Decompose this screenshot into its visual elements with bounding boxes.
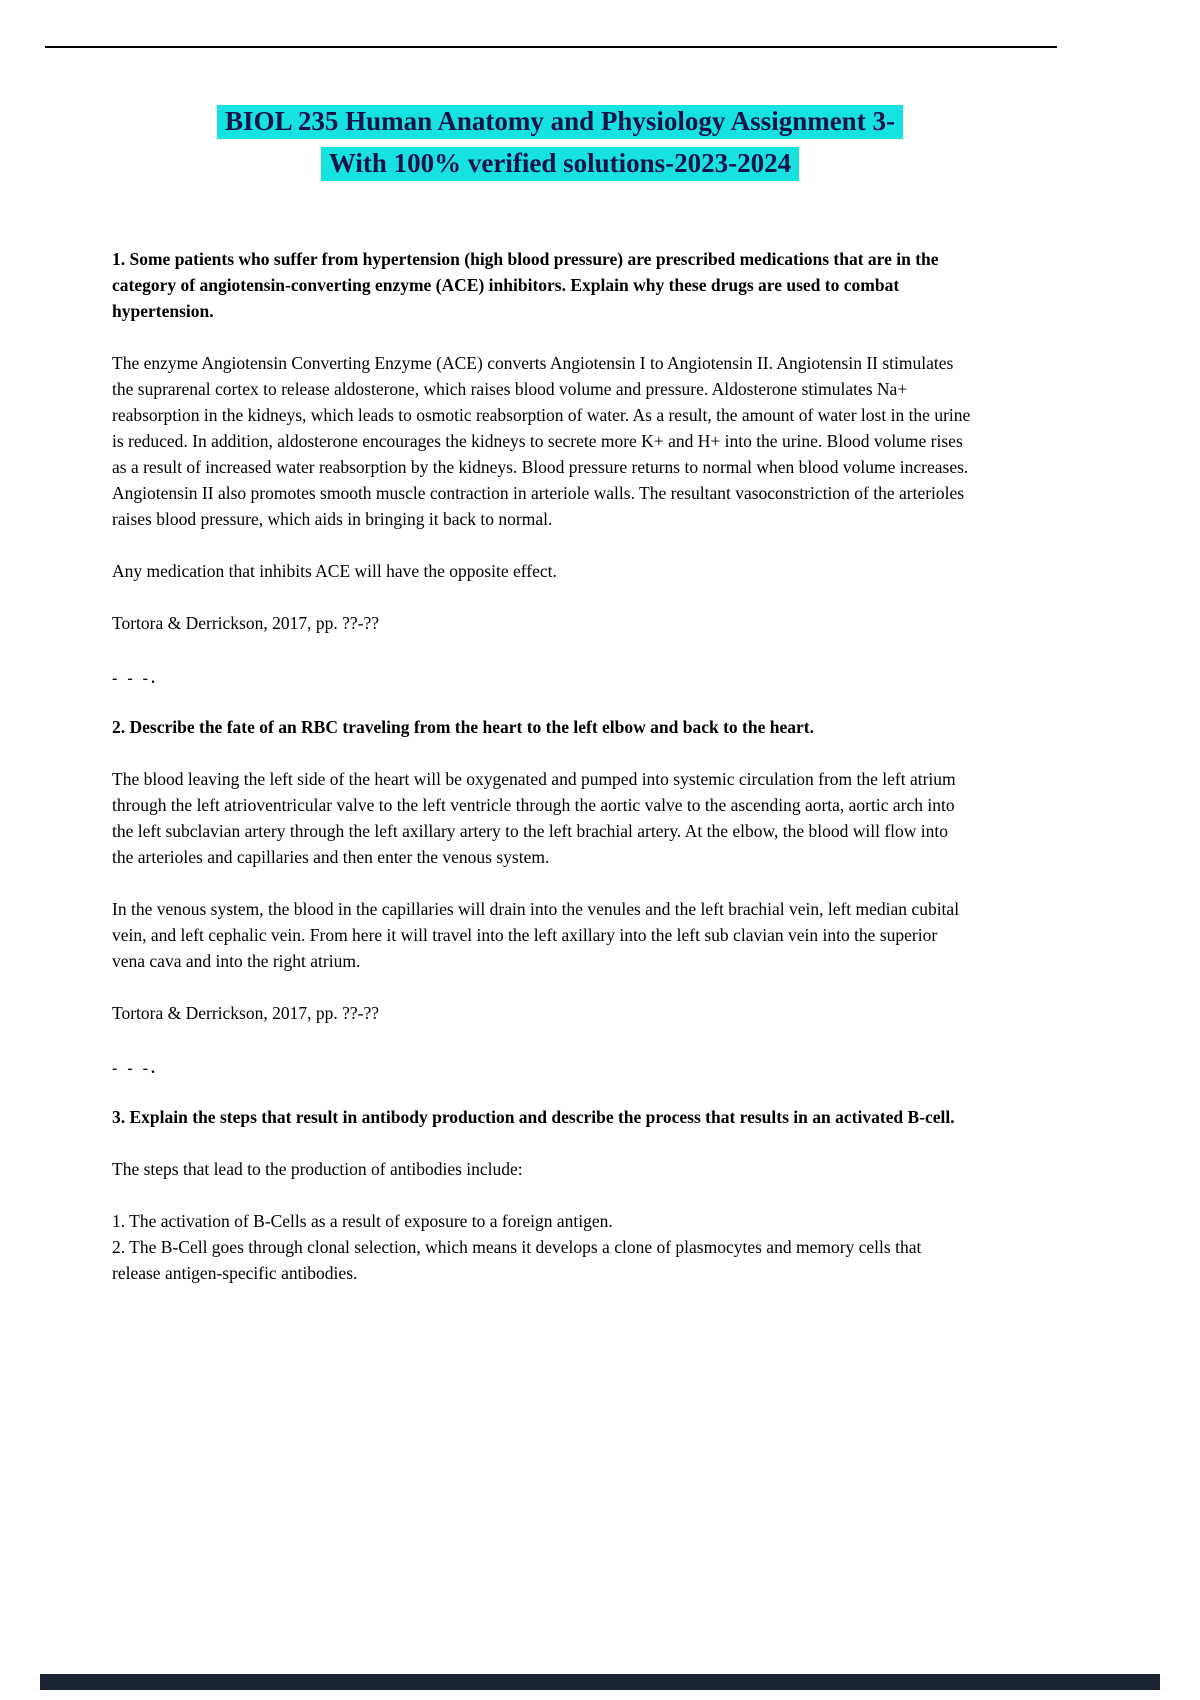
title-line-1: BIOL 235 Human Anatomy and Physiology Assignment 3-: [217, 105, 903, 139]
question-2-heading: 2. Describe the fate of an RBC traveling from the heart to the left elbow and back to the heart.: [112, 717, 814, 737]
question-2-answer-paragraph-2: In the venous system, the blood in the capillaries will drain into the venules and the left brachial vein, left median cubital vein, and left cephalic vein. From here it will travel into the left axillary into the left sub clavian vein into the superior vena cava and into the right atrium.: [112, 899, 960, 971]
section-separator-1: - - -.: [112, 670, 158, 687]
question-2-answer-paragraph-1: The blood leaving the left side of the heart will be oxygenated and pumped into systemic circulation from the left atrium through the left atrioventricular valve to the left ventricle through the aortic valve to the ascending aorta, aortic arch into the left subclavian artery through the left axillary artery to the left brachial artery. At the elbow, the blood will flow into the arterioles and capillaries and then enter the venous system.: [112, 769, 956, 867]
question-1-citation: Tortora & Derrickson, 2017, pp. ??-??: [112, 613, 380, 633]
footer-bar: [40, 1674, 1160, 1690]
question-3-steps: [112, 1208, 972, 1286]
document-content: [112, 246, 972, 1312]
question-3-step-2: 2. The B-Cell goes through clonal selection, which means it develops a clone of plasmocytes and memory cells that release antigen-specific antibodies.: [112, 1237, 922, 1283]
question-3-heading: 3. Explain the steps that result in antibody production and describe the process that results in an activated B-cell.: [112, 1107, 955, 1127]
question-3-intro: The steps that lead to the production of antibodies include:: [112, 1159, 523, 1179]
title-line-2: With 100% verified solutions-2023-2024: [321, 147, 799, 181]
question-1-heading: 1. Some patients who suffer from hypertension (high blood pressure) are prescribed medications that are in the category of angiotensin-converting enzyme (ACE) inhibitors. Explain why these drugs are used to combat hypertension.: [112, 249, 939, 321]
question-1-answer-paragraph-1: The enzyme Angiotensin Converting Enzyme (ACE) converts Angiotensin I to Angiotensin II. Angiotensin II stimulates the suprarenal cortex to release aldosterone, which raises blood volume and pressure. Aldosterone stimulates Na+ reabsorption in the kidneys, which leads to osmotic reabsorption of water. As a result, the amount of water lost in the urine is reduced. In addition, aldosterone encourages the kidneys to secrete more K+ and H+ into the urine. Blood volume rises as a result of increased water reabsorption by the kidneys. Blood pressure returns to normal when blood volume increases. Angiotensin II also promotes smooth muscle contraction in arteriole walls. The resultant vasoconstriction of the arterioles raises blood pressure, which aids in bringing it back to normal.: [112, 353, 971, 529]
document-title: [110, 100, 1010, 184]
top-rule: [45, 46, 1057, 48]
question-1-answer-paragraph-2: Any medication that inhibits ACE will have the opposite effect.: [112, 561, 557, 581]
question-3-step-1: 1. The activation of B-Cells as a result of exposure to a foreign antigen.: [112, 1211, 613, 1231]
section-separator-2: - - -.: [112, 1060, 158, 1077]
question-2-citation: Tortora & Derrickson, 2017, pp. ??-??: [112, 1003, 380, 1023]
